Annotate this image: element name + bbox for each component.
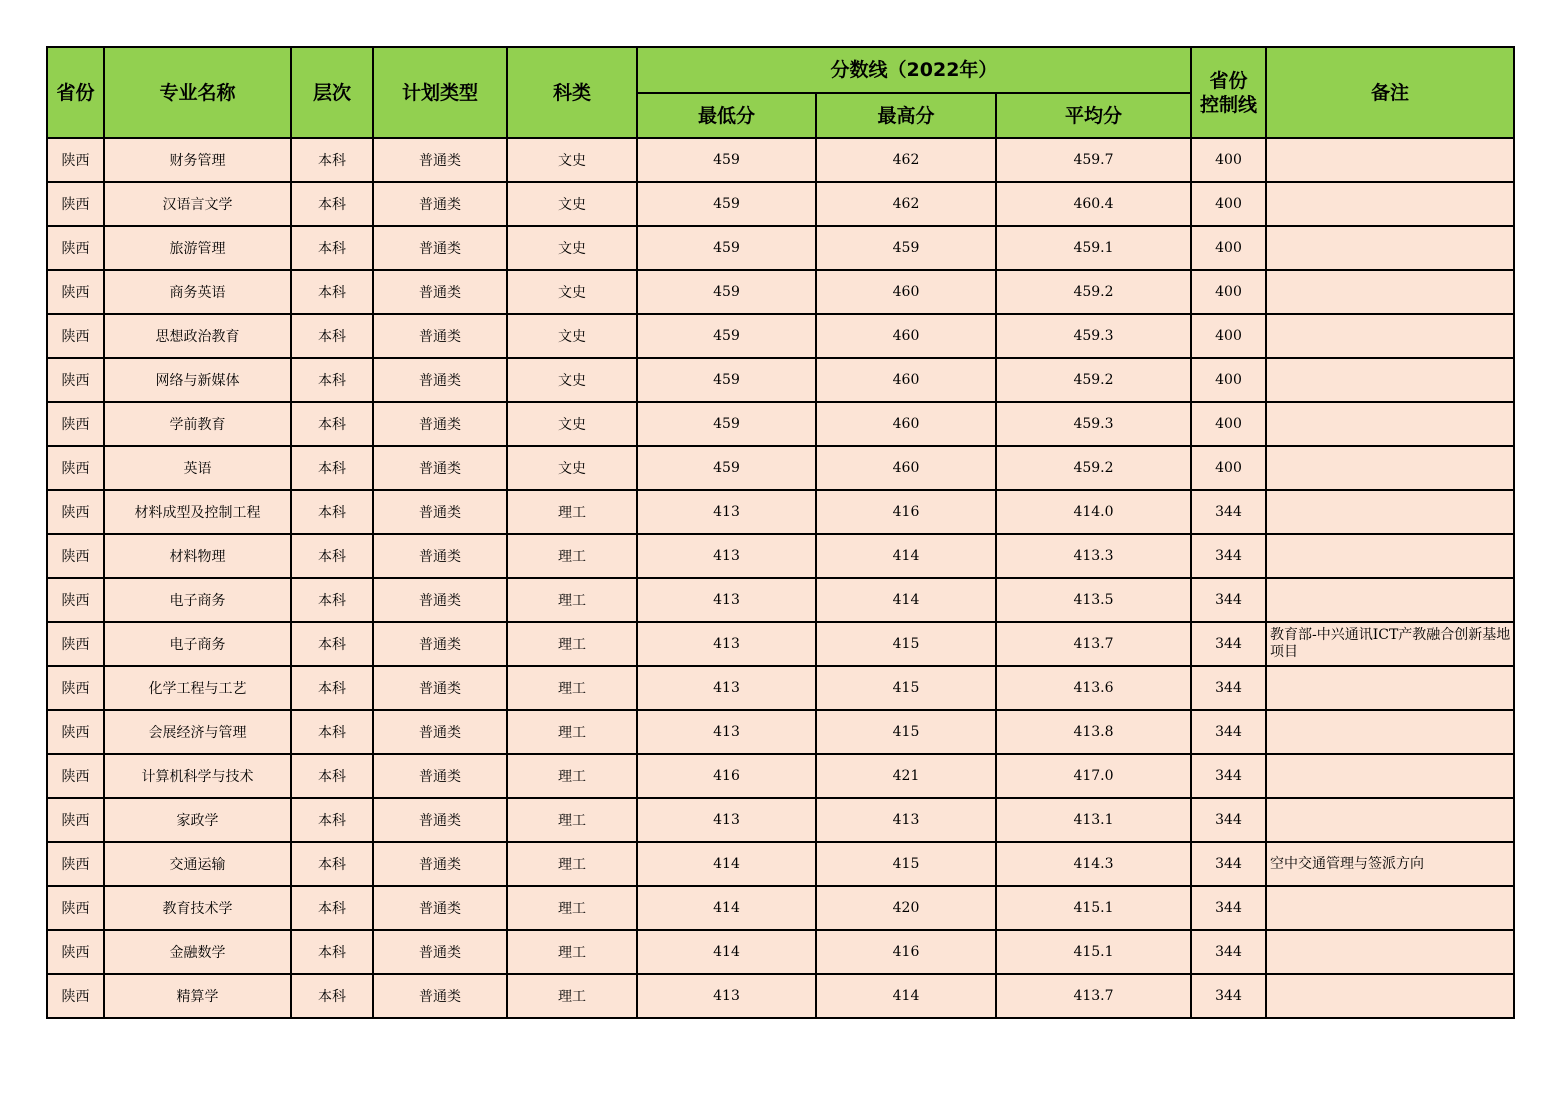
header-avg-score: 平均分 — [996, 93, 1191, 138]
cell-major: 英语 — [104, 446, 291, 490]
cell-major: 思想政治教育 — [104, 314, 291, 358]
cell-control-line: 344 — [1191, 798, 1266, 842]
cell-remarks — [1266, 666, 1514, 710]
table-row — [47, 358, 1514, 402]
cell-subject: 文史 — [507, 270, 637, 314]
cell-subject: 理工 — [507, 974, 637, 1018]
cell-level: 本科 — [291, 798, 373, 842]
cell-major: 商务英语 — [104, 270, 291, 314]
cell-major: 交通运输 — [104, 842, 291, 886]
cell-remarks — [1266, 270, 1514, 314]
cell-remarks — [1266, 138, 1514, 182]
cell-remarks — [1266, 886, 1514, 930]
cell-plan-type: 普通类 — [373, 446, 507, 490]
cell-avg-score: 413.8 — [996, 710, 1191, 754]
cell-province: 陕西 — [47, 226, 104, 270]
cell-avg-score: 459.2 — [996, 446, 1191, 490]
cell-subject: 文史 — [507, 314, 637, 358]
cell-major: 旅游管理 — [104, 226, 291, 270]
cell-level: 本科 — [291, 358, 373, 402]
header-remarks: 备注 — [1266, 47, 1514, 138]
cell-control-line: 344 — [1191, 622, 1266, 666]
cell-major: 金融数学 — [104, 930, 291, 974]
cell-level: 本科 — [291, 710, 373, 754]
cell-level: 本科 — [291, 490, 373, 534]
cell-min-score: 459 — [637, 314, 816, 358]
cell-province: 陕西 — [47, 622, 104, 666]
cell-subject: 理工 — [507, 534, 637, 578]
cell-control-line: 400 — [1191, 402, 1266, 446]
cell-control-line: 400 — [1191, 182, 1266, 226]
cell-level: 本科 — [291, 402, 373, 446]
cell-major: 电子商务 — [104, 622, 291, 666]
cell-major: 计算机科学与技术 — [104, 754, 291, 798]
header-min-score: 最低分 — [637, 93, 816, 138]
cell-plan-type: 普通类 — [373, 314, 507, 358]
table-row — [47, 446, 1514, 490]
cell-control-line: 400 — [1191, 358, 1266, 402]
cell-subject: 文史 — [507, 226, 637, 270]
cell-min-score: 414 — [637, 886, 816, 930]
cell-max-score: 416 — [816, 490, 996, 534]
cell-avg-score: 413.3 — [996, 534, 1191, 578]
cell-level: 本科 — [291, 314, 373, 358]
cell-max-score: 415 — [816, 666, 996, 710]
cell-remarks — [1266, 446, 1514, 490]
cell-min-score: 414 — [637, 930, 816, 974]
cell-control-line: 344 — [1191, 974, 1266, 1018]
cell-avg-score: 459.7 — [996, 138, 1191, 182]
cell-plan-type: 普通类 — [373, 798, 507, 842]
header-max-score: 最高分 — [816, 93, 996, 138]
table-row — [47, 138, 1514, 182]
cell-subject: 理工 — [507, 710, 637, 754]
table-row — [47, 710, 1514, 754]
cell-control-line: 344 — [1191, 886, 1266, 930]
cell-min-score: 413 — [637, 974, 816, 1018]
cell-province: 陕西 — [47, 798, 104, 842]
cell-province: 陕西 — [47, 358, 104, 402]
table-row — [47, 974, 1514, 1018]
cell-avg-score: 459.3 — [996, 402, 1191, 446]
cell-min-score: 413 — [637, 710, 816, 754]
cell-avg-score: 414.3 — [996, 842, 1191, 886]
table-row — [47, 842, 1514, 886]
cell-remarks — [1266, 930, 1514, 974]
cell-max-score: 415 — [816, 710, 996, 754]
cell-level: 本科 — [291, 446, 373, 490]
cell-max-score: 414 — [816, 578, 996, 622]
table-row — [47, 402, 1514, 446]
cell-province: 陕西 — [47, 402, 104, 446]
table-row — [47, 886, 1514, 930]
table-row — [47, 534, 1514, 578]
cell-major: 财务管理 — [104, 138, 291, 182]
cell-avg-score: 414.0 — [996, 490, 1191, 534]
cell-major: 教育技术学 — [104, 886, 291, 930]
cell-subject: 理工 — [507, 798, 637, 842]
table-row — [47, 490, 1514, 534]
cell-min-score: 413 — [637, 798, 816, 842]
cell-max-score: 460 — [816, 402, 996, 446]
cell-control-line: 400 — [1191, 138, 1266, 182]
cell-max-score: 414 — [816, 974, 996, 1018]
cell-control-line: 344 — [1191, 754, 1266, 798]
score-table — [46, 46, 1515, 1019]
cell-plan-type: 普通类 — [373, 842, 507, 886]
cell-control-line: 344 — [1191, 842, 1266, 886]
cell-province: 陕西 — [47, 930, 104, 974]
cell-remarks — [1266, 402, 1514, 446]
cell-level: 本科 — [291, 270, 373, 314]
cell-max-score: 414 — [816, 534, 996, 578]
table-row — [47, 578, 1514, 622]
header-score-group: 分数线（2022年） — [637, 47, 1191, 93]
cell-min-score: 459 — [637, 270, 816, 314]
table-body — [47, 138, 1514, 1018]
cell-province: 陕西 — [47, 842, 104, 886]
cell-avg-score: 459.2 — [996, 270, 1191, 314]
cell-min-score: 414 — [637, 842, 816, 886]
cell-min-score: 459 — [637, 226, 816, 270]
cell-max-score: 460 — [816, 358, 996, 402]
cell-subject: 理工 — [507, 490, 637, 534]
cell-max-score: 462 — [816, 138, 996, 182]
cell-level: 本科 — [291, 754, 373, 798]
cell-max-score: 459 — [816, 226, 996, 270]
header-plan-type: 计划类型 — [373, 47, 507, 138]
cell-remarks: 教育部-中兴通讯ICT产教融合创新基地项目 — [1266, 622, 1514, 666]
cell-remarks: 空中交通管理与签派方向 — [1266, 842, 1514, 886]
cell-major: 化学工程与工艺 — [104, 666, 291, 710]
cell-major: 网络与新媒体 — [104, 358, 291, 402]
cell-control-line: 344 — [1191, 666, 1266, 710]
cell-avg-score: 459.2 — [996, 358, 1191, 402]
cell-control-line: 400 — [1191, 270, 1266, 314]
cell-max-score: 420 — [816, 886, 996, 930]
cell-province: 陕西 — [47, 446, 104, 490]
cell-level: 本科 — [291, 930, 373, 974]
table-row — [47, 666, 1514, 710]
cell-avg-score: 413.6 — [996, 666, 1191, 710]
cell-subject: 理工 — [507, 666, 637, 710]
cell-max-score: 460 — [816, 446, 996, 490]
header-province: 省份 — [47, 47, 104, 138]
cell-control-line: 344 — [1191, 578, 1266, 622]
cell-level: 本科 — [291, 578, 373, 622]
cell-remarks — [1266, 182, 1514, 226]
cell-plan-type: 普通类 — [373, 974, 507, 1018]
cell-plan-type: 普通类 — [373, 402, 507, 446]
cell-avg-score: 413.7 — [996, 622, 1191, 666]
cell-remarks — [1266, 358, 1514, 402]
cell-plan-type: 普通类 — [373, 358, 507, 402]
table-row — [47, 622, 1514, 666]
cell-remarks — [1266, 490, 1514, 534]
cell-plan-type: 普通类 — [373, 182, 507, 226]
cell-plan-type: 普通类 — [373, 710, 507, 754]
cell-plan-type: 普通类 — [373, 886, 507, 930]
cell-major: 材料物理 — [104, 534, 291, 578]
cell-plan-type: 普通类 — [373, 666, 507, 710]
cell-province: 陕西 — [47, 138, 104, 182]
cell-plan-type: 普通类 — [373, 534, 507, 578]
cell-subject: 文史 — [507, 402, 637, 446]
table-header — [47, 47, 1514, 138]
cell-level: 本科 — [291, 226, 373, 270]
cell-remarks — [1266, 974, 1514, 1018]
cell-subject: 文史 — [507, 138, 637, 182]
cell-min-score: 413 — [637, 534, 816, 578]
cell-max-score: 460 — [816, 314, 996, 358]
cell-avg-score: 413.1 — [996, 798, 1191, 842]
cell-control-line: 400 — [1191, 314, 1266, 358]
cell-level: 本科 — [291, 534, 373, 578]
cell-min-score: 413 — [637, 578, 816, 622]
cell-plan-type: 普通类 — [373, 226, 507, 270]
cell-avg-score: 459.3 — [996, 314, 1191, 358]
cell-min-score: 413 — [637, 490, 816, 534]
cell-level: 本科 — [291, 974, 373, 1018]
cell-major: 会展经济与管理 — [104, 710, 291, 754]
cell-min-score: 416 — [637, 754, 816, 798]
cell-subject: 理工 — [507, 754, 637, 798]
cell-level: 本科 — [291, 842, 373, 886]
cell-subject: 理工 — [507, 886, 637, 930]
cell-remarks — [1266, 314, 1514, 358]
cell-level: 本科 — [291, 886, 373, 930]
header-major: 专业名称 — [104, 47, 291, 138]
cell-major: 家政学 — [104, 798, 291, 842]
cell-max-score: 462 — [816, 182, 996, 226]
cell-province: 陕西 — [47, 974, 104, 1018]
cell-avg-score: 413.7 — [996, 974, 1191, 1018]
cell-major: 材料成型及控制工程 — [104, 490, 291, 534]
cell-province: 陕西 — [47, 534, 104, 578]
header-subject: 科类 — [507, 47, 637, 138]
header-level: 层次 — [291, 47, 373, 138]
table-row — [47, 226, 1514, 270]
cell-remarks — [1266, 534, 1514, 578]
cell-remarks — [1266, 798, 1514, 842]
cell-min-score: 413 — [637, 666, 816, 710]
cell-plan-type: 普通类 — [373, 270, 507, 314]
cell-max-score: 413 — [816, 798, 996, 842]
table-row — [47, 798, 1514, 842]
cell-plan-type: 普通类 — [373, 754, 507, 798]
cell-province: 陕西 — [47, 270, 104, 314]
cell-subject: 理工 — [507, 578, 637, 622]
cell-major: 学前教育 — [104, 402, 291, 446]
table-row — [47, 754, 1514, 798]
cell-plan-type: 普通类 — [373, 622, 507, 666]
cell-province: 陕西 — [47, 314, 104, 358]
cell-min-score: 459 — [637, 446, 816, 490]
cell-max-score: 416 — [816, 930, 996, 974]
cell-province: 陕西 — [47, 754, 104, 798]
table-row — [47, 930, 1514, 974]
cell-plan-type: 普通类 — [373, 930, 507, 974]
cell-control-line: 344 — [1191, 710, 1266, 754]
cell-avg-score: 415.1 — [996, 886, 1191, 930]
cell-level: 本科 — [291, 666, 373, 710]
cell-level: 本科 — [291, 138, 373, 182]
cell-subject: 理工 — [507, 930, 637, 974]
cell-province: 陕西 — [47, 182, 104, 226]
cell-province: 陕西 — [47, 710, 104, 754]
cell-major: 电子商务 — [104, 578, 291, 622]
cell-max-score: 421 — [816, 754, 996, 798]
table-row — [47, 182, 1514, 226]
table-row — [47, 270, 1514, 314]
cell-plan-type: 普通类 — [373, 578, 507, 622]
cell-max-score: 460 — [816, 270, 996, 314]
cell-avg-score: 459.1 — [996, 226, 1191, 270]
table-row — [47, 314, 1514, 358]
cell-min-score: 459 — [637, 358, 816, 402]
cell-avg-score: 417.0 — [996, 754, 1191, 798]
cell-subject: 理工 — [507, 842, 637, 886]
cell-remarks — [1266, 226, 1514, 270]
cell-province: 陕西 — [47, 578, 104, 622]
cell-control-line: 344 — [1191, 930, 1266, 974]
cell-max-score: 415 — [816, 622, 996, 666]
cell-remarks — [1266, 754, 1514, 798]
cell-avg-score: 413.5 — [996, 578, 1191, 622]
cell-min-score: 459 — [637, 402, 816, 446]
cell-subject: 理工 — [507, 622, 637, 666]
cell-subject: 文史 — [507, 182, 637, 226]
cell-major: 汉语言文学 — [104, 182, 291, 226]
cell-avg-score: 415.1 — [996, 930, 1191, 974]
cell-subject: 文史 — [507, 358, 637, 402]
cell-plan-type: 普通类 — [373, 490, 507, 534]
cell-level: 本科 — [291, 622, 373, 666]
cell-min-score: 459 — [637, 138, 816, 182]
cell-plan-type: 普通类 — [373, 138, 507, 182]
cell-major: 精算学 — [104, 974, 291, 1018]
cell-province: 陕西 — [47, 886, 104, 930]
cell-control-line: 344 — [1191, 534, 1266, 578]
cell-control-line: 344 — [1191, 490, 1266, 534]
cell-province: 陕西 — [47, 490, 104, 534]
cell-remarks — [1266, 710, 1514, 754]
cell-level: 本科 — [291, 182, 373, 226]
header-control-line: 省份 控制线 — [1191, 47, 1266, 138]
cell-control-line: 400 — [1191, 446, 1266, 490]
cell-avg-score: 460.4 — [996, 182, 1191, 226]
cell-remarks — [1266, 578, 1514, 622]
cell-subject: 文史 — [507, 446, 637, 490]
cell-control-line: 400 — [1191, 226, 1266, 270]
cell-min-score: 459 — [637, 182, 816, 226]
cell-province: 陕西 — [47, 666, 104, 710]
cell-max-score: 415 — [816, 842, 996, 886]
cell-min-score: 413 — [637, 622, 816, 666]
